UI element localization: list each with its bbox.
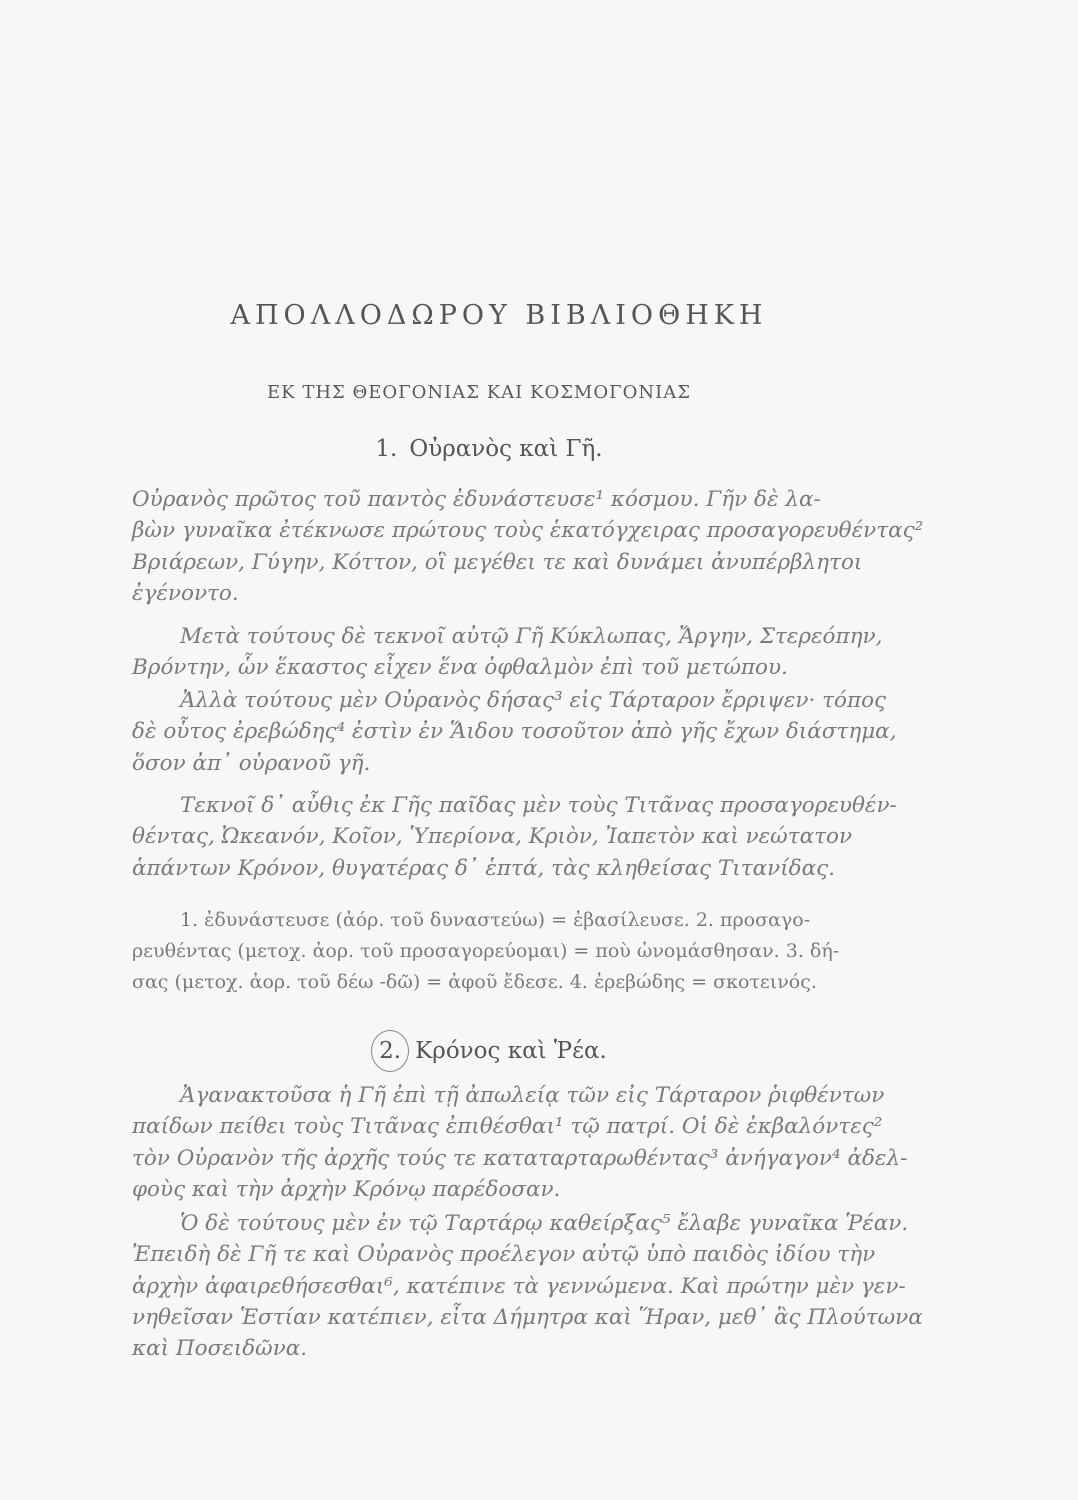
section-1-paragraph-2 [132,621,902,684]
text-line: νηθεῖσαν Ἑστίαν κατέπιεν, εἶτα Δήμητρα καὶ Ἥραν, μεθ᾽ ἃς Πλούτωνα [132,1304,923,1330]
text-line: φοὺς καὶ τὴν ἀρχὴν Κρόνῳ παρέδοσαν. [132,1176,561,1202]
section-2-paragraph-1 [132,1080,908,1205]
text-line: βὼν γυναῖκα ἐτέκνωσε πρώτους τοὺς ἑκατόγχειρας προσαγορευθέντας² [132,518,924,544]
section-1-paragraph-3 [132,685,902,779]
text-line: Βριάρεων, Γύγην, Κόττον, οἳ μεγέθει τε καὶ δυνάμει ἀνυπέρβλητοι [132,549,863,575]
book-subtitle: ΕΚ ΤΗΣ ΘΕΟΓΟΝΙΑΣ ΚΑΙ ΚΟΣΜΟΓΟΝΙΑΣ [267,382,691,403]
text-line: Τεκνοῖ δ᾽ αὖθις ἐκ Γῆς παῖδας μὲν τοὺς Τιτᾶνας προσαγορευθέν- [180,793,897,818]
section-1-heading [0,436,1028,462]
text-line: ὅσον ἀπ᾽ οὐρανοῦ γῆ. [132,750,371,776]
text-line: Βρόντην, ὧν ἕκαστος εἶχεν ἕνα ὀφθαλμὸν ἐπὶ τοῦ μετώπου. [132,655,788,681]
footnote-line: 1. ἐδυνάστευσε (ἀόρ. τοῦ δυναστεύω) = ἐβασίλευσε. 2. προσαγο- [180,909,811,931]
text-line: θέντας, Ὠκεανόν, Κοῖον, Ὑπερίονα, Κριὸν, Ἰαπετὸν καὶ νεώτατον [132,824,853,850]
text-line: ἁπάντων Κρόνον, θυγατέρας δ᾽ ἑπτά, τὰς κληθείσας Τιτανίδας. [132,855,835,881]
text-line: καὶ Ποσειδῶνα. [132,1336,308,1362]
footnote-line: σας (μετοχ. ἀορ. τοῦ δέω -δῶ) = ἀφοῦ ἔδεσε. 4. ἐρεβώδης = σκοτεινός. [132,971,817,993]
text-line: τὸν Οὐρανὸν τῆς ἀρχῆς τούς τε καταταρταρωθέντας³ ἀνήγαγον⁴ ἀδελ- [132,1145,908,1171]
text-line: Ἐπειδὴ δὲ Γῆ τε καὶ Οὐρανὸς προέλεγον αὐτῷ ὑπὸ παιδὸς ἰδίου τὴν [132,1242,876,1268]
text-line: δὲ οὗτος ἐρεβώδης⁴ ἐστὶν ἐν Ἅιδου τοσοῦτον ἀπὸ γῆς ἔχων διάστημα, [132,719,897,745]
text-line: ἐγένοντο. [132,580,239,606]
footnote-line: ρευθέντας (μετοχ. ἀορ. τοῦ προσαγορεύομαι) = ποὺ ὠνομάσθησαν. 3. δή- [132,940,840,962]
section-1-paragraph-4 [132,790,902,884]
text-line: Ἀλλὰ τούτους μὲν Οὐρανὸς δήσας³ εἰς Τάρταρον ἔρριψεν· τόπος [180,688,887,713]
text-line: Ὁ δὲ τούτους μὲν ἐν τῷ Ταρτάρῳ καθείρξας⁵ ἔλαβε γυναῖκα Ῥέαν. [180,1211,909,1236]
text-line: Ἀγανακτοῦσα ἡ Γῆ ἐπὶ τῇ ἀπωλείᾳ τῶν εἰς Τάρταρον ῥιφθέντων [180,1083,885,1108]
section-2-number: 2. [371,1030,409,1072]
section-1-footnotes [132,905,902,998]
text-line: ἀρχὴν ἀφαιρεθήσεσθαι⁶, κατέπινε τὰ γεννώμενα. Καὶ πρώτην μὲν γεν- [132,1273,906,1299]
text-line: παίδων πείθει τοὺς Τιτᾶνας ἐπιθέσθαι¹ τῷ πατρί. Οἱ δὲ ἐκβαλόντες² [132,1114,883,1140]
section-1-number: 1. [375,436,398,462]
book-title: ΑΠΟΛΛΟΔΩΡΟΥ ΒΙΒΛΙΟΘΗΚΗ [230,300,768,331]
text-line: Μετὰ τούτους δὲ τεκνοῖ αὐτῷ Γῆ Κύκλωπας, Ἄργην, Στερεόπην, [180,624,883,649]
section-2-paragraph-2 [132,1208,923,1364]
section-2-title: Κρόνος καὶ Ῥέα. [415,1038,607,1064]
section-1-paragraph-1 [132,484,924,609]
section-2-heading [0,1030,1028,1072]
section-1-title: Οὐρανὸς καὶ Γῆ. [409,436,603,462]
text-line: Οὐρανὸς πρῶτος τοῦ παντὸς ἐδυνάστευσε¹ κόσμου. Γῆν δὲ λα- [132,487,821,512]
